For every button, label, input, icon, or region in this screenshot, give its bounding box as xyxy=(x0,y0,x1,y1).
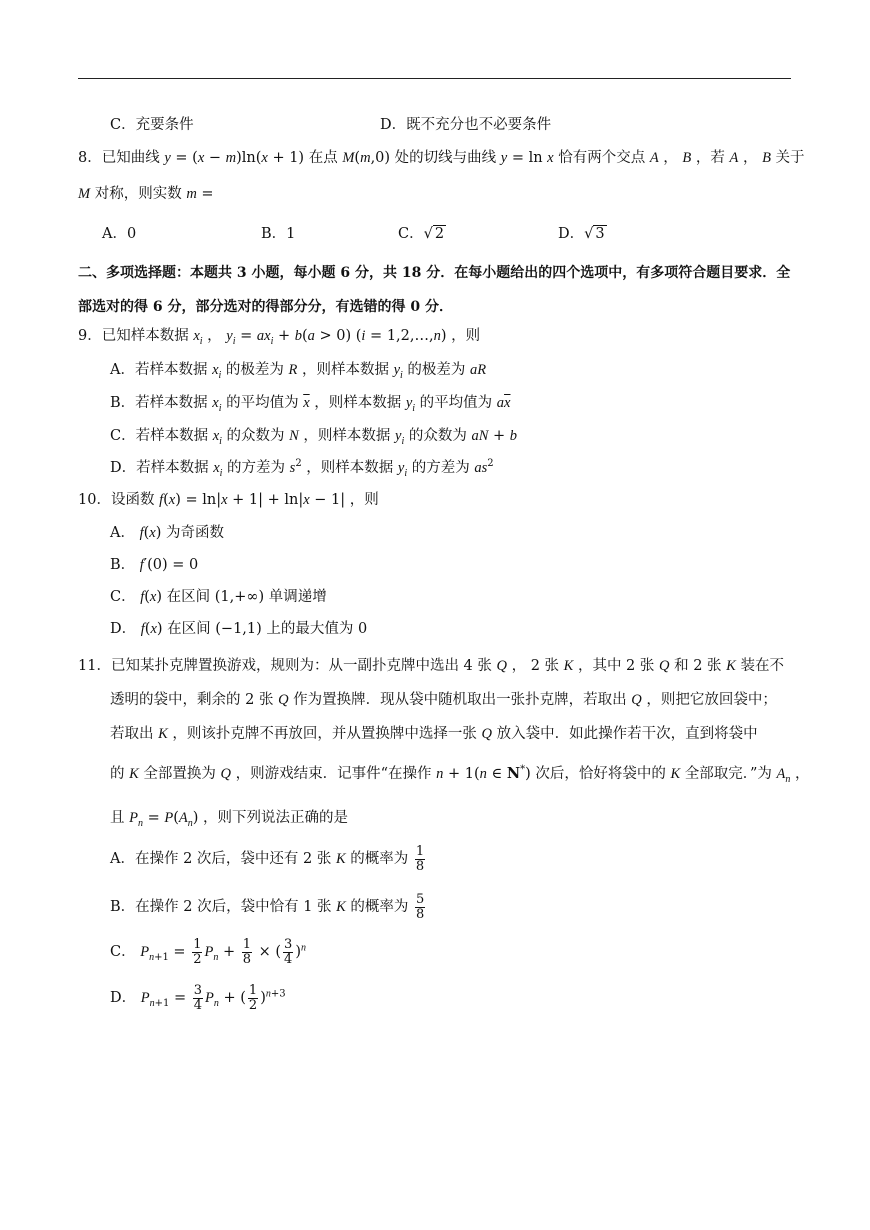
q11-option-c: C． $P_{n+1}$ = $\frac{1}{2}$ $P_n$ + $\frac{1}{8}$ × ( $\frac{3}{4}$ )$^n$ xyxy=(110,937,306,967)
q10-option-b: B． f′(0) = 0 xyxy=(110,557,199,573)
q8-stem-line1: 8．已知曲线 y = (x − m)ln(x + 1) 在点 M(m,0) 处的切线与曲线 y = ln x 恰有两个交点 A ， B ，若 A ， B 关于 xyxy=(78,150,805,166)
q9-option-d: D．若样本数据 $x_i$ 的方差为 $s^2$ ，则样本数据 $y_i$ 的方差为 $as^2$ xyxy=(110,458,494,479)
q8-option-c: C．√ 2 xyxy=(398,226,445,242)
q8-option-d: D．√ 3 xyxy=(558,226,605,242)
header-rule xyxy=(78,78,791,79)
q7-option-d: D．既不充分也不必要条件 xyxy=(380,117,552,133)
q11-line4: 的 K 全部置换为 Q ，则游戏结束．记事件“在操作 n + 1(n ∈ N*) 次后，恰好将袋中的 K 全部取完．”为 $A_n$ ， xyxy=(110,764,810,785)
q9-option-a: A．若样本数据 $x_i$ 的极差为 R ，则样本数据 $y_i$ 的极差为 aR xyxy=(110,362,487,381)
q10-option-c: C． f(x) 在区间 (1,+∞) 单调递增 xyxy=(110,589,327,605)
section2-line1: 二、多项选择题：本题共 3 小题，每小题 6 分，共 18 分．在每小题给出的四个选项中，有多项符合题目要求．全 xyxy=(78,265,791,281)
q9-stem: 9．已知样本数据 $x_i$ ， $y_i = ax_i + b(a > 0) (i$ = 1,2,…,n) ，则 xyxy=(78,328,481,347)
q11-option-a: A．在操作 2 次后，袋中还有 2 张 K 的概率为 $\frac{1}{8}$ xyxy=(110,844,425,874)
q8-option-b: B．1 xyxy=(261,226,296,242)
q10-option-a: A． f(x) 为奇函数 xyxy=(110,525,225,541)
q9-option-b: B．若样本数据 $x_i$ 的平均值为 $\overline{x}$ ，则样本数据 $y_i$ 的平均值为 $a\overline{x}$ xyxy=(110,395,511,414)
q11-line5: 且 $P_n = P(A_n)$ ，则下列说法正确的是 xyxy=(110,810,348,829)
q10-option-d: D． f(x) 在区间 (−1,1) 上的最大值为 0 xyxy=(110,621,368,637)
q9-option-c: C．若样本数据 $x_i$ 的众数为 N ，则样本数据 $y_i$ 的众数为 aN + b xyxy=(110,428,518,447)
q10-stem: 10．设函数 f(x) = ln|x + 1| + ln|x − 1| ，则 xyxy=(78,492,379,508)
q8-option-a: A．0 xyxy=(102,226,137,242)
q11-line2: 透明的袋中，剩余的 2 张 Q 作为置换牌．现从袋中随机取出一张扑克牌，若取出 Q ，则把它放回袋中； xyxy=(110,692,777,708)
q11-option-d: D． $P_{n+1}$ = $\frac{3}{4}$ $P_n$ + ( $\frac{1}{2}$ )$^{n+3}$ xyxy=(110,983,286,1013)
q11-line1: 11．已知某扑克牌置换游戏，规则为：从一副扑克牌中选出 4 张 Q ， 2 张 K ，其中 2 张 Q 和 2 张 K 装在不 xyxy=(78,658,784,674)
q7-option-c: C．充要条件 xyxy=(110,117,194,133)
q11-option-b: B．在操作 2 次后，袋中恰有 1 张 K 的概率为 $\frac{5}{8}$ xyxy=(110,892,425,922)
q8-stem-line2: M 对称，则实数 m = xyxy=(78,186,214,202)
q11-line3: 若取出 K ，则该扑克牌不再放回，并从置换牌中选择一张 Q 放入袋中．如此操作若干次，直到将袋中 xyxy=(110,726,758,742)
section2-line2: 部选对的得 6 分，部分选对的得部分分，有选错的得 0 分． xyxy=(78,299,453,315)
